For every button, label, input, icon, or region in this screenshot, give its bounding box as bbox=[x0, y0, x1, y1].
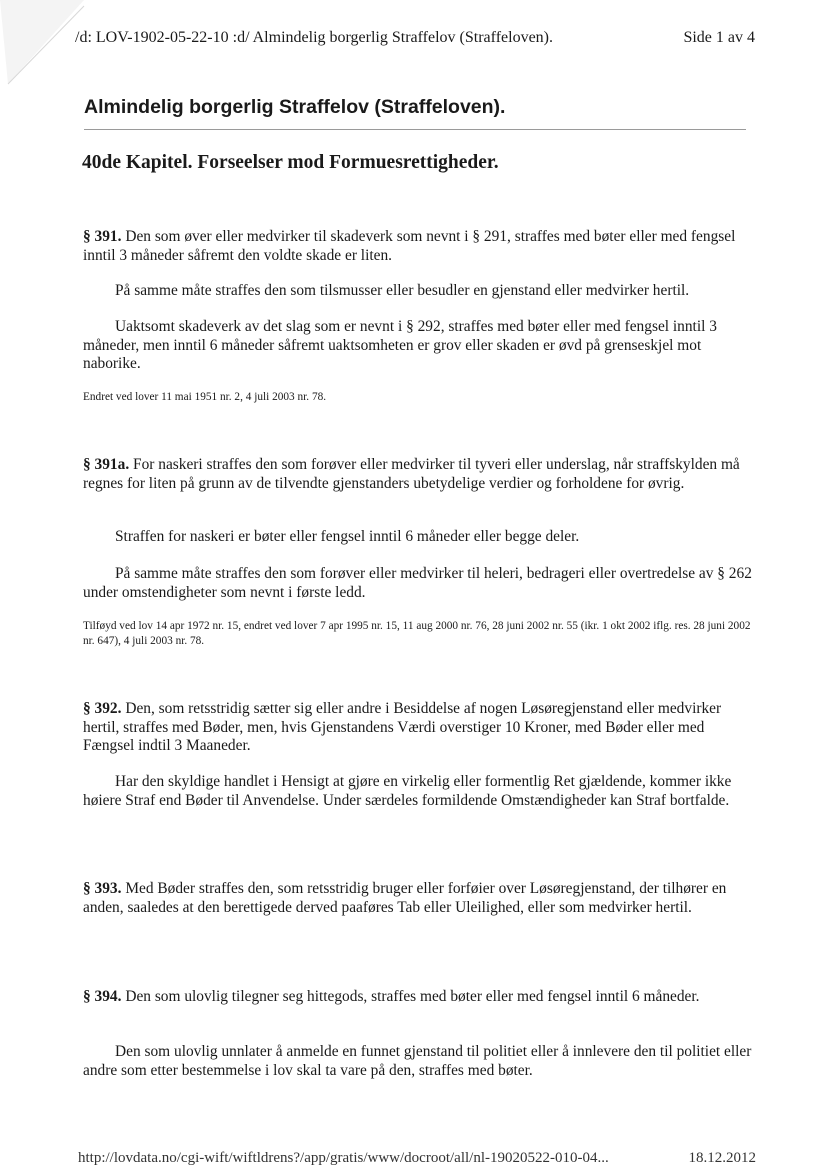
section-393-paragraph-1 bbox=[83, 880, 755, 917]
page-footer bbox=[78, 1147, 768, 1169]
section-391a-amendment-note: Tilføyd ved lov 14 apr 1972 nr. 15, endret ved lover 7 apr 1995 nr. 15, 11 aug 2000 nr. 76, 28 juni 2002 nr. 55 (ikr. 1 okt 2002 iflg. res. 28 juni 2002 nr. 647), 4 juli 2003 nr. 78. bbox=[83, 620, 751, 647]
chapter-title: 40de Kapitel. Forseelser mod Formuesrettigheder. bbox=[82, 152, 499, 173]
section-391-number: § 391. bbox=[83, 228, 122, 245]
section-392-paragraph-2: Har den skyldige handlet i Hensigt at gjøre en virkelig eller formentlig Ret gjældende, kommer ikke høiere Straf end Bøder til Anvendelse. Under særdeles formildende Omstændigheder kan Straf bortfalde. bbox=[83, 773, 732, 809]
section-391a-paragraph-1 bbox=[83, 456, 755, 493]
header-document-reference: /d: LOV-1902-05-22-10 :d/ Almindelig borgerlig Straffelov (Straffeloven). bbox=[75, 29, 553, 46]
section-391-text-1: Den som øver eller medvirker til skadeverk som nevnt i § 291, straffes med bøter eller med fengsel inntil 3 måneder såfremt den voldte skade er liten. bbox=[83, 228, 736, 264]
section-391a-paragraph-2: Straffen for naskeri er bøter eller fengsel inntil 6 måneder eller begge deler. bbox=[115, 528, 580, 545]
title-divider bbox=[84, 129, 746, 130]
footer-print-date: 18.12.2012 bbox=[688, 1150, 756, 1166]
section-391-amendment-note: Endret ved lover 11 mai 1951 nr. 2, 4 juli 2003 nr. 78. bbox=[83, 391, 327, 403]
section-394-text-1: Den som ulovlig tilegner seg hittegods, straffes med bøter eller med fengsel inntil 6 måneder. bbox=[121, 988, 700, 1005]
section-391-paragraph-2: På samme måte straffes den som tilsmusser eller besudler en gjenstand eller medvirker hertil. bbox=[115, 282, 690, 299]
footer-source-url: http://lovdata.no/cgi-wift/wiftldrens?/app/gratis/www/docroot/all/nl-19020522-010-04... bbox=[78, 1150, 609, 1166]
section-394-paragraph-2: Den som ulovlig unnlater å anmelde en funnet gjenstand til politiet eller å innlevere den til politiet eller andre som etter bestemmelse i lov skal ta vare på den, straffes med bøter. bbox=[83, 1043, 752, 1079]
section-394-paragraph-1 bbox=[83, 988, 755, 1007]
section-392-text-1: Den, som retsstridig sætter sig eller andre i Besiddelse af nogen Løsøregjenstand eller medvirker hertil, straffes med Bøder, men, hvis Gjenstandens Værdi overstiger 10 Kroner, med Bøder eller med Fængsel indtil 3 Maaneder. bbox=[83, 700, 722, 754]
document-title: Almindelig borgerlig Straffelov (Straffeloven). bbox=[84, 96, 506, 118]
section-391-paragraph-3: Uaktsomt skadeverk av det slag som er nevnt i § 292, straffes med bøter eller med fengsel inntil 3 måneder, men inntil 6 måneder såfremt uaktsomheten er grov eller skaden er øvd på grenseskjel mot naborike. bbox=[83, 318, 717, 372]
section-391a-number: § 391a. bbox=[83, 456, 130, 473]
section-391a-paragraph-3: På samme måte straffes den som forøver eller medvirker til heleri, bedrageri eller overtredelse av § 262 under omstendigheter som nevnt i første ledd. bbox=[83, 565, 752, 601]
section-393-text-1: Med Bøder straffes den, som retsstridig bruger eller forføier over Løsøregjenstand, der tilhører en anden, saaledes at den berettigede derved paaføres Tab eller Uleilighed, eller som medvirker hertil. bbox=[83, 880, 727, 916]
section-391a-text-1: For naskeri straffes den som forøver eller medvirker til tyveri eller underslag, når straffskylden må regnes for liten på grunn av de tilvendte gjenstanders ubetydelige verdier og forholdene for øvrig. bbox=[83, 456, 740, 492]
header-page-number: Side 1 av 4 bbox=[683, 29, 755, 46]
section-392-paragraph-1 bbox=[83, 700, 755, 756]
section-392-number: § 392. bbox=[83, 700, 122, 717]
section-391-paragraph-1 bbox=[83, 228, 755, 265]
section-393-number: § 393. bbox=[83, 880, 122, 897]
section-394-number: § 394. bbox=[83, 988, 122, 1005]
